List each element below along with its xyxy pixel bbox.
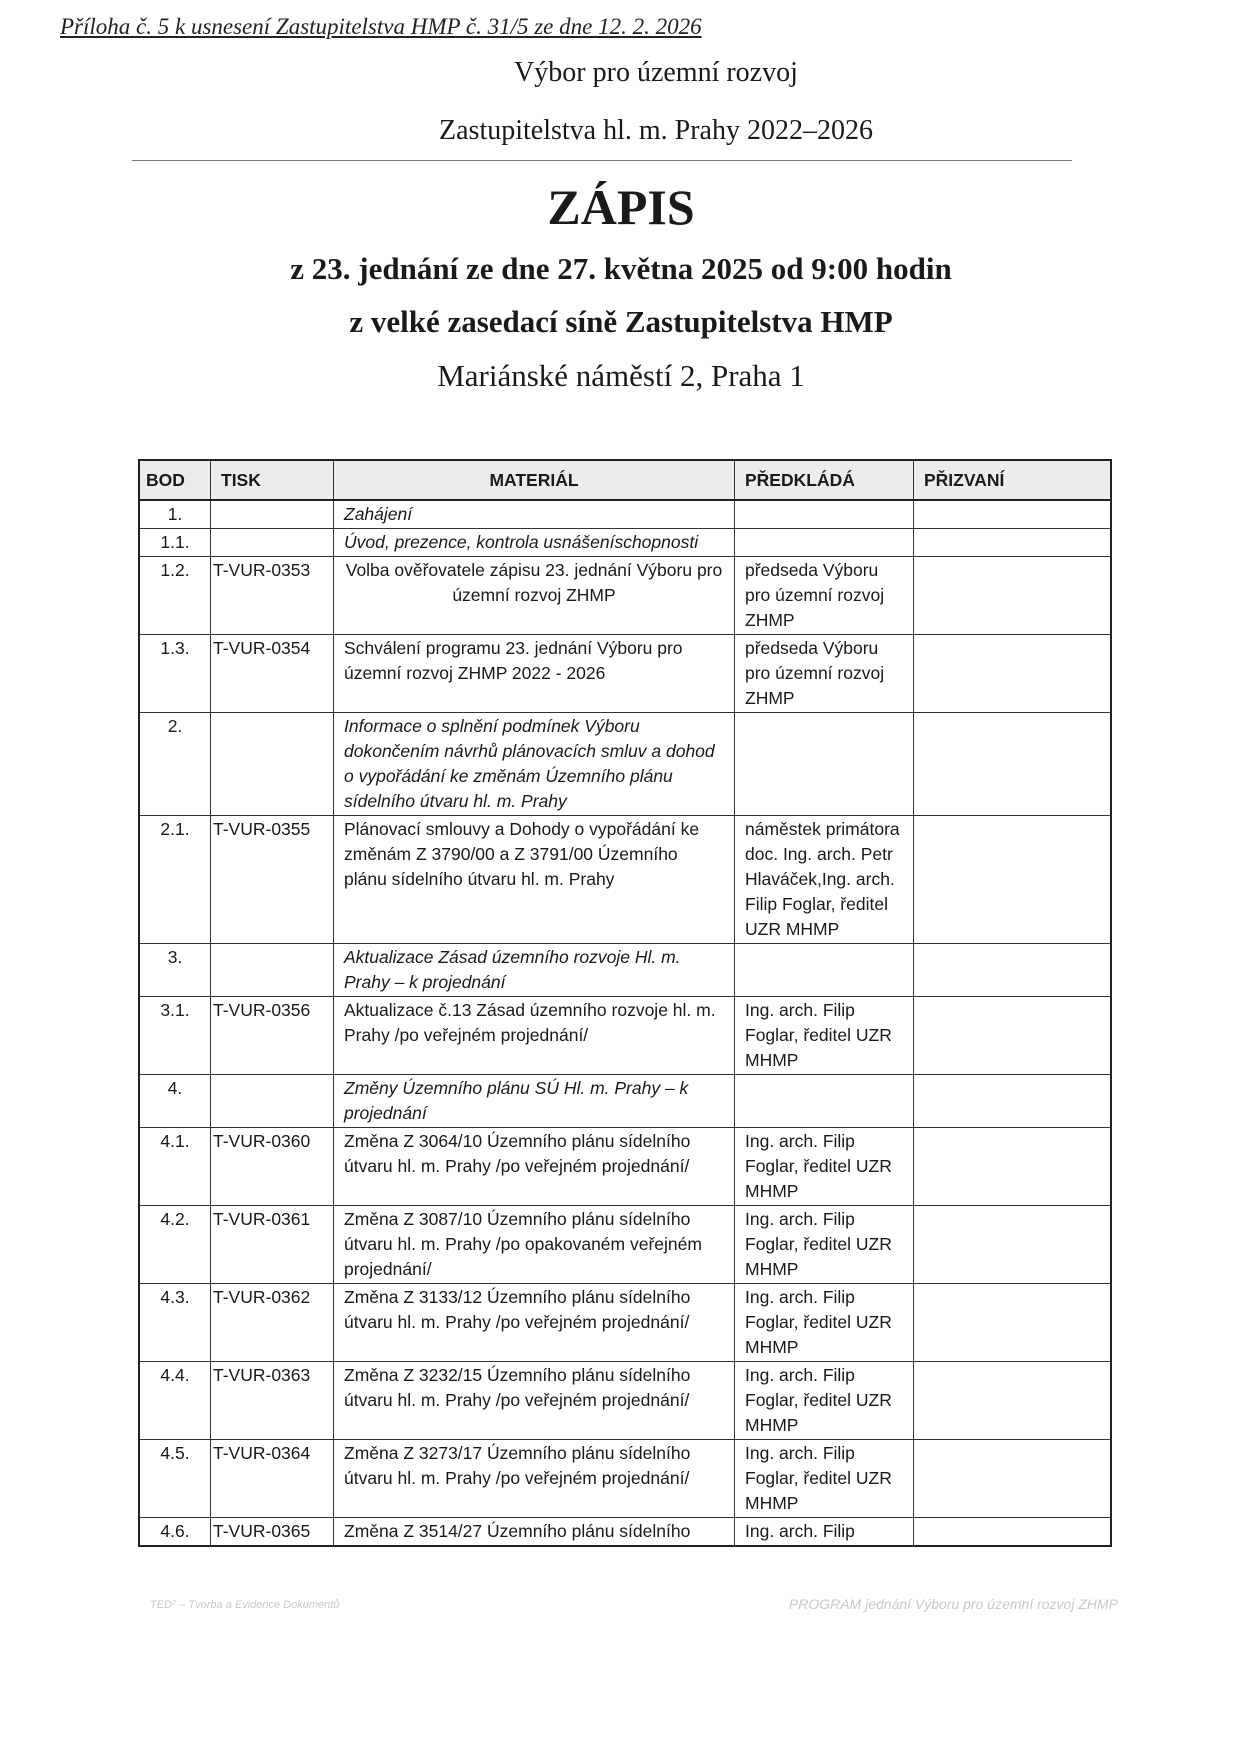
agenda-item-number: 3.1. bbox=[139, 997, 211, 1075]
agenda-presenter: Ing. arch. Filip Foglar, ředitel UZR MHMP bbox=[735, 1206, 914, 1284]
agenda-item-number: 4. bbox=[139, 1075, 211, 1128]
agenda-presenter: Ing. arch. Filip Foglar, ředitel UZR MHMP bbox=[735, 1440, 914, 1518]
meeting-address: Mariánské náměstí 2, Praha 1 bbox=[437, 358, 805, 393]
agenda-invited bbox=[914, 500, 1112, 529]
agenda-presenter bbox=[735, 529, 914, 557]
agenda-item-number: 4.2. bbox=[139, 1206, 211, 1284]
agenda-invited bbox=[914, 1362, 1112, 1440]
document-title: ZÁPIS bbox=[547, 179, 695, 235]
agenda-material: Změna Z 3064/10 Územního plánu sídelního útvaru hl. m. Prahy /po veřejném projednání/ bbox=[334, 1128, 735, 1206]
table-row bbox=[139, 1075, 1111, 1128]
meeting-venue: z velké zasedací síně Zastupitelstva HMP bbox=[349, 304, 893, 339]
agenda-item-number: 1.1. bbox=[139, 529, 211, 557]
agenda-presenter: předseda Výboru pro územní rozvoj ZHMP bbox=[735, 557, 914, 635]
committee-header bbox=[0, 44, 1242, 160]
agenda-item-number: 1. bbox=[139, 500, 211, 529]
agenda-item-number: 3. bbox=[139, 944, 211, 997]
agenda-material: Změna Z 3514/27 Územního plánu sídelního bbox=[334, 1518, 735, 1547]
footer-program-label: PROGRAM jednání Výboru pro územní rozvoj ZHMP bbox=[788, 1596, 1118, 1612]
agenda-invited bbox=[914, 1075, 1112, 1128]
agenda-print-code bbox=[211, 1075, 334, 1128]
agenda-print-code: T-VUR-0353 bbox=[211, 557, 334, 635]
agenda-material: Aktualizace Zásad územního rozvoje Hl. m. Prahy – k projednání bbox=[334, 944, 735, 997]
agenda-print-code: T-VUR-0363 bbox=[211, 1362, 334, 1440]
agenda-invited bbox=[914, 1128, 1112, 1206]
agenda-print-code: T-VUR-0364 bbox=[211, 1440, 334, 1518]
table-row bbox=[139, 816, 1111, 944]
agenda-presenter: Ing. arch. Filip Foglar, ředitel UZR MHMP bbox=[735, 997, 914, 1075]
agenda-item-number: 1.3. bbox=[139, 635, 211, 713]
agenda-invited bbox=[914, 1284, 1112, 1362]
agenda-table bbox=[138, 459, 1112, 1547]
agenda-material: Plánovací smlouvy a Dohody o vypořádání ke změnám Z 3790/00 a Z 3791/00 Územního plánu sídelního útvaru hl. m. Prahy bbox=[334, 816, 735, 944]
agenda-presenter: náměstek primátora doc. Ing. arch. Petr Hlaváček,Ing. arch. Filip Foglar, ředitel UZR MHMP bbox=[735, 816, 914, 944]
meeting-date: z 23. jednání ze dne 27. května 2025 od 9:00 hodin bbox=[290, 251, 952, 286]
agenda-presenter: Ing. arch. Filip Foglar, ředitel UZR MHMP bbox=[735, 1362, 914, 1440]
agenda-material: Volba ověřovatele zápisu 23. jednání Výboru pro územní rozvoj ZHMP bbox=[334, 557, 735, 635]
agenda-item-number: 4.5. bbox=[139, 1440, 211, 1518]
agenda-material: Změna Z 3232/15 Územního plánu sídelního útvaru hl. m. Prahy /po veřejném projednání/ bbox=[334, 1362, 735, 1440]
agenda-print-code: T-VUR-0354 bbox=[211, 635, 334, 713]
agenda-invited bbox=[914, 557, 1112, 635]
column-header-material: MATERIÁL bbox=[334, 460, 735, 500]
agenda-material: Informace o splnění podmínek Výboru dokončením návrhů plánovacích smluv a dohod o vypořádání ke změnám Územního plánu sídelního útvaru hl. m. Prahy bbox=[334, 713, 735, 816]
table-row bbox=[139, 997, 1111, 1075]
table-row bbox=[139, 1518, 1111, 1547]
agenda-presenter bbox=[735, 500, 914, 529]
agenda-material: Aktualizace č.13 Zásad územního rozvoje hl. m. Prahy /po veřejném projednání/ bbox=[334, 997, 735, 1075]
agenda-print-code bbox=[211, 713, 334, 816]
agenda-invited bbox=[914, 1518, 1112, 1547]
agenda-presenter bbox=[735, 944, 914, 997]
agenda-item-number: 4.1. bbox=[139, 1128, 211, 1206]
agenda-item-number: 4.3. bbox=[139, 1284, 211, 1362]
agenda-print-code: T-VUR-0361 bbox=[211, 1206, 334, 1284]
agenda-item-number: 1.2. bbox=[139, 557, 211, 635]
agenda-material: Změna Z 3133/12 Územního plánu sídelního útvaru hl. m. Prahy /po veřejném projednání/ bbox=[334, 1284, 735, 1362]
agenda-item-number: 4.6. bbox=[139, 1518, 211, 1547]
agenda-print-code: T-VUR-0365 bbox=[211, 1518, 334, 1547]
agenda-item-number: 2. bbox=[139, 713, 211, 816]
agenda-presenter: Ing. arch. Filip bbox=[735, 1518, 914, 1547]
column-header-tisk: TISK bbox=[211, 460, 334, 500]
agenda-presenter bbox=[735, 713, 914, 816]
column-header-bod: BOD bbox=[139, 460, 211, 500]
agenda-invited bbox=[914, 1440, 1112, 1518]
agenda-print-code bbox=[211, 944, 334, 997]
table-row bbox=[139, 944, 1111, 997]
agenda-print-code: T-VUR-0356 bbox=[211, 997, 334, 1075]
agenda-presenter: předseda Výboru pro územní rozvoj ZHMP bbox=[735, 635, 914, 713]
agenda-material: Změny Územního plánu SÚ Hl. m. Prahy – k projednání bbox=[334, 1075, 735, 1128]
agenda-print-code: T-VUR-0355 bbox=[211, 816, 334, 944]
agenda-print-code: T-VUR-0362 bbox=[211, 1284, 334, 1362]
column-header-predklada: PŘEDKLÁDÁ bbox=[735, 460, 914, 500]
header-divider bbox=[132, 160, 1072, 161]
table-row bbox=[139, 1128, 1111, 1206]
table-row bbox=[139, 1440, 1111, 1518]
table-row bbox=[139, 635, 1111, 713]
agenda-presenter bbox=[735, 1075, 914, 1128]
agenda-invited bbox=[914, 944, 1112, 997]
agenda-invited bbox=[914, 997, 1112, 1075]
annex-reference: Příloha č. 5 k usnesení Zastupitelstva HMP č. 31/5 ze dne 12. 2. 2026 bbox=[60, 14, 702, 39]
table-row bbox=[139, 557, 1111, 635]
agenda-print-code: T-VUR-0360 bbox=[211, 1128, 334, 1206]
agenda-item-number: 4.4. bbox=[139, 1362, 211, 1440]
committee-council: Zastupitelstva hl. m. Prahy 2022–2026 bbox=[439, 115, 873, 146]
agenda-material: Změna Z 3273/17 Územního plánu sídelního útvaru hl. m. Prahy /po veřejném projednání/ bbox=[334, 1440, 735, 1518]
agenda-print-code bbox=[211, 500, 334, 529]
agenda-presenter: Ing. arch. Filip Foglar, ředitel UZR MHMP bbox=[735, 1284, 914, 1362]
table-row bbox=[139, 500, 1111, 529]
agenda-invited bbox=[914, 529, 1112, 557]
table-row bbox=[139, 1362, 1111, 1440]
agenda-material: Zahájení bbox=[334, 500, 735, 529]
table-row bbox=[139, 713, 1111, 816]
committee-name: Výbor pro územní rozvoj bbox=[514, 57, 798, 88]
agenda-invited bbox=[914, 816, 1112, 944]
agenda-material: Úvod, prezence, kontrola usnášeníschopnosti bbox=[334, 529, 735, 557]
agenda-material: Změna Z 3087/10 Územního plánu sídelního útvaru hl. m. Prahy /po opakovaném veřejném projednání/ bbox=[334, 1206, 735, 1284]
table-row bbox=[139, 1206, 1111, 1284]
agenda-invited bbox=[914, 713, 1112, 816]
table-header-row bbox=[139, 460, 1111, 500]
column-header-prizvani: PŘIZVANÍ bbox=[914, 460, 1112, 500]
agenda-print-code bbox=[211, 529, 334, 557]
table-row bbox=[139, 1284, 1111, 1362]
footer-system-label: TED⁷ – Tvorba a Evidence Dokumentů bbox=[150, 1599, 340, 1611]
agenda-invited bbox=[914, 1206, 1112, 1284]
table-row bbox=[139, 529, 1111, 557]
agenda-invited bbox=[914, 635, 1112, 713]
agenda-item-number: 2.1. bbox=[139, 816, 211, 944]
agenda-presenter: Ing. arch. Filip Foglar, ředitel UZR MHMP bbox=[735, 1128, 914, 1206]
agenda-material: Schválení programu 23. jednání Výboru pro územní rozvoj ZHMP 2022 - 2026 bbox=[334, 635, 735, 713]
